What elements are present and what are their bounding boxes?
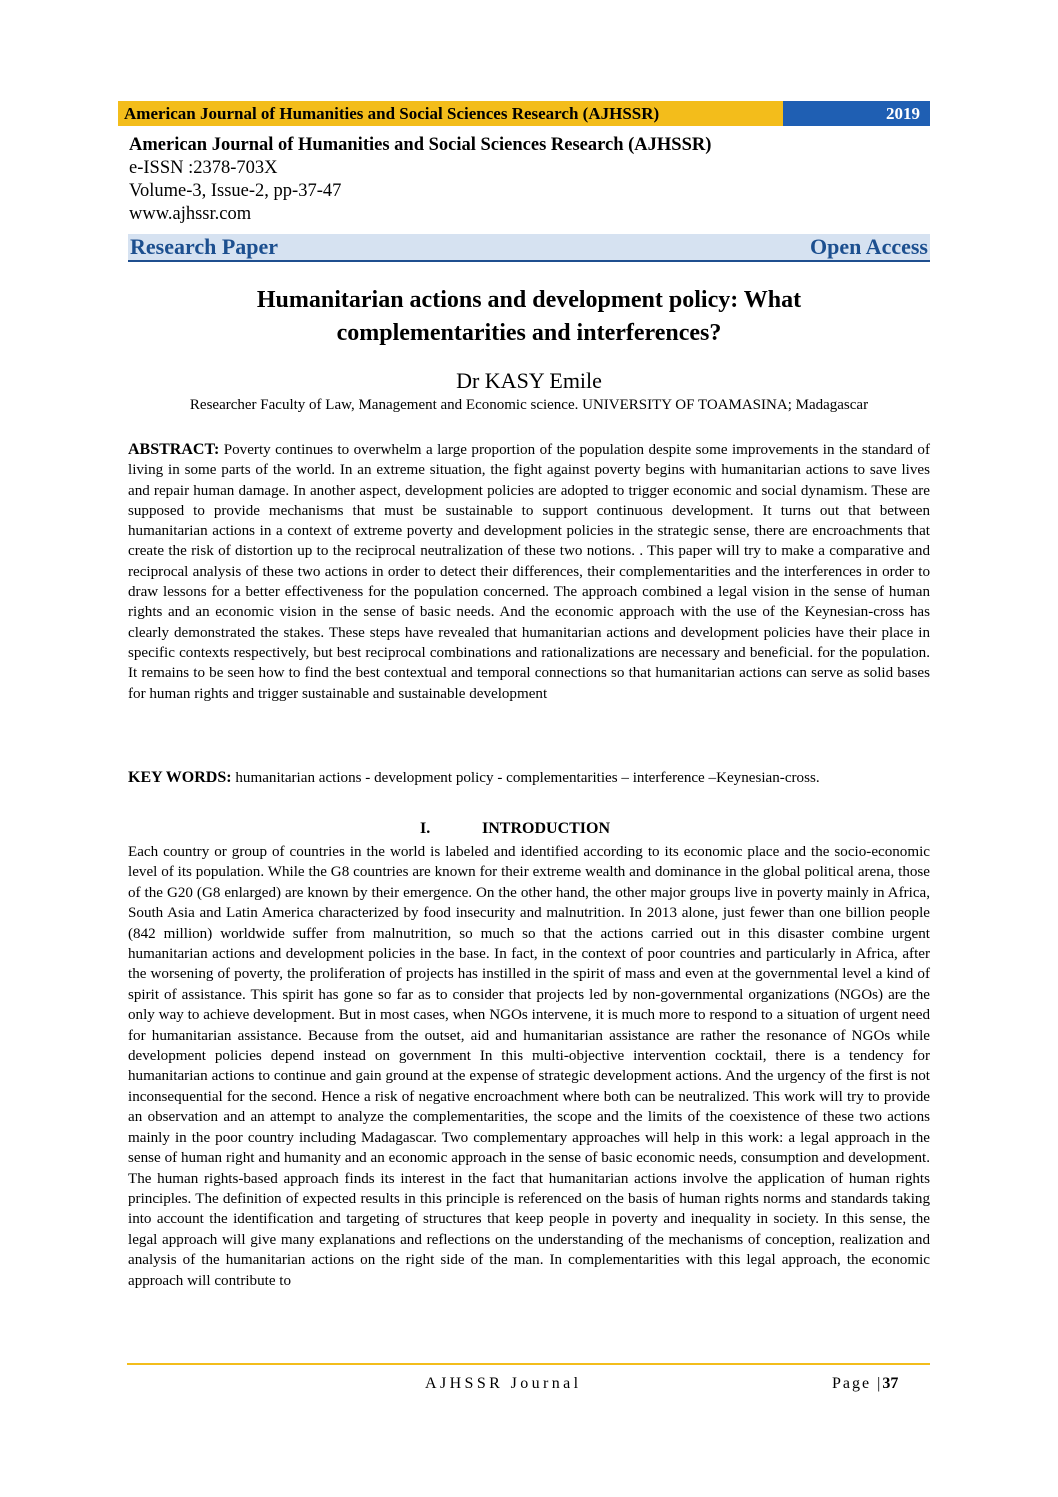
paper-title-line-2: complementarities and interferences? (336, 320, 722, 346)
section-number: I. (420, 820, 431, 837)
journal-issn: e-ISSN :2378-703X (129, 158, 278, 178)
footer-page-label: Page | (832, 1375, 883, 1392)
abstract-label: ABSTRACT: (128, 441, 220, 458)
paper-title (140, 284, 918, 350)
paper-type-bar (128, 234, 930, 262)
running-header-journal: American Journal of Humanities and Social Sciences Research (AJHSSR) (118, 101, 783, 126)
author-name: Dr KASY Emile (456, 368, 602, 393)
footer-page (832, 1375, 898, 1393)
journal-website[interactable]: www.ajhssr.com (129, 204, 252, 224)
abstract (128, 440, 930, 704)
footer-page-number: 37 (882, 1375, 899, 1392)
abstract-text: Poverty continues to overwhelm a large proportion of the population despite some improvements in the standard of living in some parts of the world. In an extreme situation, the fight against poverty begins with humanitarian actions to save lives and repair human damage. In another aspect, development policies are adopted to trigger economic and social dynamism. These are supposed to provide mechanisms that must be sustainable to support continuous development. It turns out that between humanitarian actions in a context of extreme poverty and development policies in the strategic sense, there are encroachments that create the risk of distortion up to the reciprocal neutralization of these two notions. . This paper will try to make a comparative and reciprocal analysis of these two actions in order to detect their differences, their complementarities and the interferences in order to draw lessons for a better effectiveness for the population concerned. The approach combined a legal vision in the sense of human rights and an economic vision in the sense of basic needs. And the economic approach with the use of the Keynesian-cross has clearly demonstrated the stakes. These steps have revealed that humanitarian actions and development policies have their place in specific contexts respectively, but best reciprocal combinations and rationalizations are necessary and beneficial. for the population. It remains to be seen how to find the best contextual and temporal connections so that humanitarian actions can serve as solid bases for human rights and trigger sustainable and sustainable development (128, 442, 930, 702)
running-header-year: 2019 (783, 101, 930, 126)
introduction-body: Each country or group of countries in the world is labeled and identified according to its economic place and the socio-economic level of its population. While the G8 countries are known for their extreme wealth and dominance in the global political arena, those of the G20 (G8 enlarged) are known by their emergence. On the other hand, the other major groups live in poverty mainly in Africa, South Asia and Latin America characterized by food insecurity and malnutrition. In 2013 alone, just fewer than one billion people (842 million) worldwide suffer from malnutrition, so much so that the actions carried out in this disaster combine urgent humanitarian actions and development policies in the base. In fact, in the context of poor countries and particularly in Africa, after the worsening of poverty, the proliferation of projects has instilled in the spirit of mass and even at the governmental level a kind of spirit of assistance. This spirit has gone so far as to consider that projects led by non-governmental organizations (NGOs) are the only way to achieve development. But in most cases, when NGOs intervene, it is much more to respond to a situation of urgent need for humanitarian assistance. Because from the outset, aid and humanitarian assistance are rather the resonance of NGOs while development policies depend instead on government In this multi-objective intervention cocktail, there is a tendency for humanitarian actions to continue and gain ground at the expense of strategic development actions. And the urgency of the first is not inconsequential for the second. Hence a risk of negative encroachment where both can be neutralized. This work will try to provide an observation and an attempt to analyze the complementarities, the scope and the limits of the coexistence of these two actions mainly in the poor country including Madagascar. Two complementary approaches will help in this work: a legal approach in the sense of human right and humanity and an economic approach in the sense of basic economic needs, consumption and development. The human rights-based approach finds its interest in the fact that humanitarian actions involve the application of human rights principles. The definition of expected results in this principle is referenced on the basis of human rights norms and standards taking into account the identification and targeting of structures that keep people in poverty and inequality in society. In this sense, the legal approach will give many explanations and reflections on the understanding of the mechanisms of conception, realization and analysis of the humanitarian actions on the right side of the man. In complementarities with this legal approach, the economic approach will contribute to (128, 844, 930, 1289)
author-affiliation: Researcher Faculty of Law, Management and Economic science. UNIVERSITY OF TOAMASINA; Madagascar (189, 397, 869, 413)
paper-title-line-1: Humanitarian actions and development policy: What (256, 287, 802, 313)
journal-volume: Volume-3, Issue-2, pp-37-47 (129, 181, 342, 201)
journal-info (129, 134, 929, 226)
running-header (118, 101, 930, 126)
keywords (128, 768, 930, 788)
paper-type-label: Research Paper (130, 234, 279, 259)
footer-divider (127, 1363, 930, 1365)
footer-journal: AJHSSR Journal (425, 1375, 582, 1392)
keywords-text: humanitarian actions - development policy - complementarities – interference –Keynesian-cross. (235, 770, 820, 786)
section-title: INTRODUCTION (482, 820, 611, 837)
access-type-label: Open Access (810, 234, 928, 259)
journal-title: American Journal of Humanities and Social Sciences Research (AJHSSR) (129, 135, 712, 155)
keywords-label: KEY WORDS: (128, 769, 232, 786)
